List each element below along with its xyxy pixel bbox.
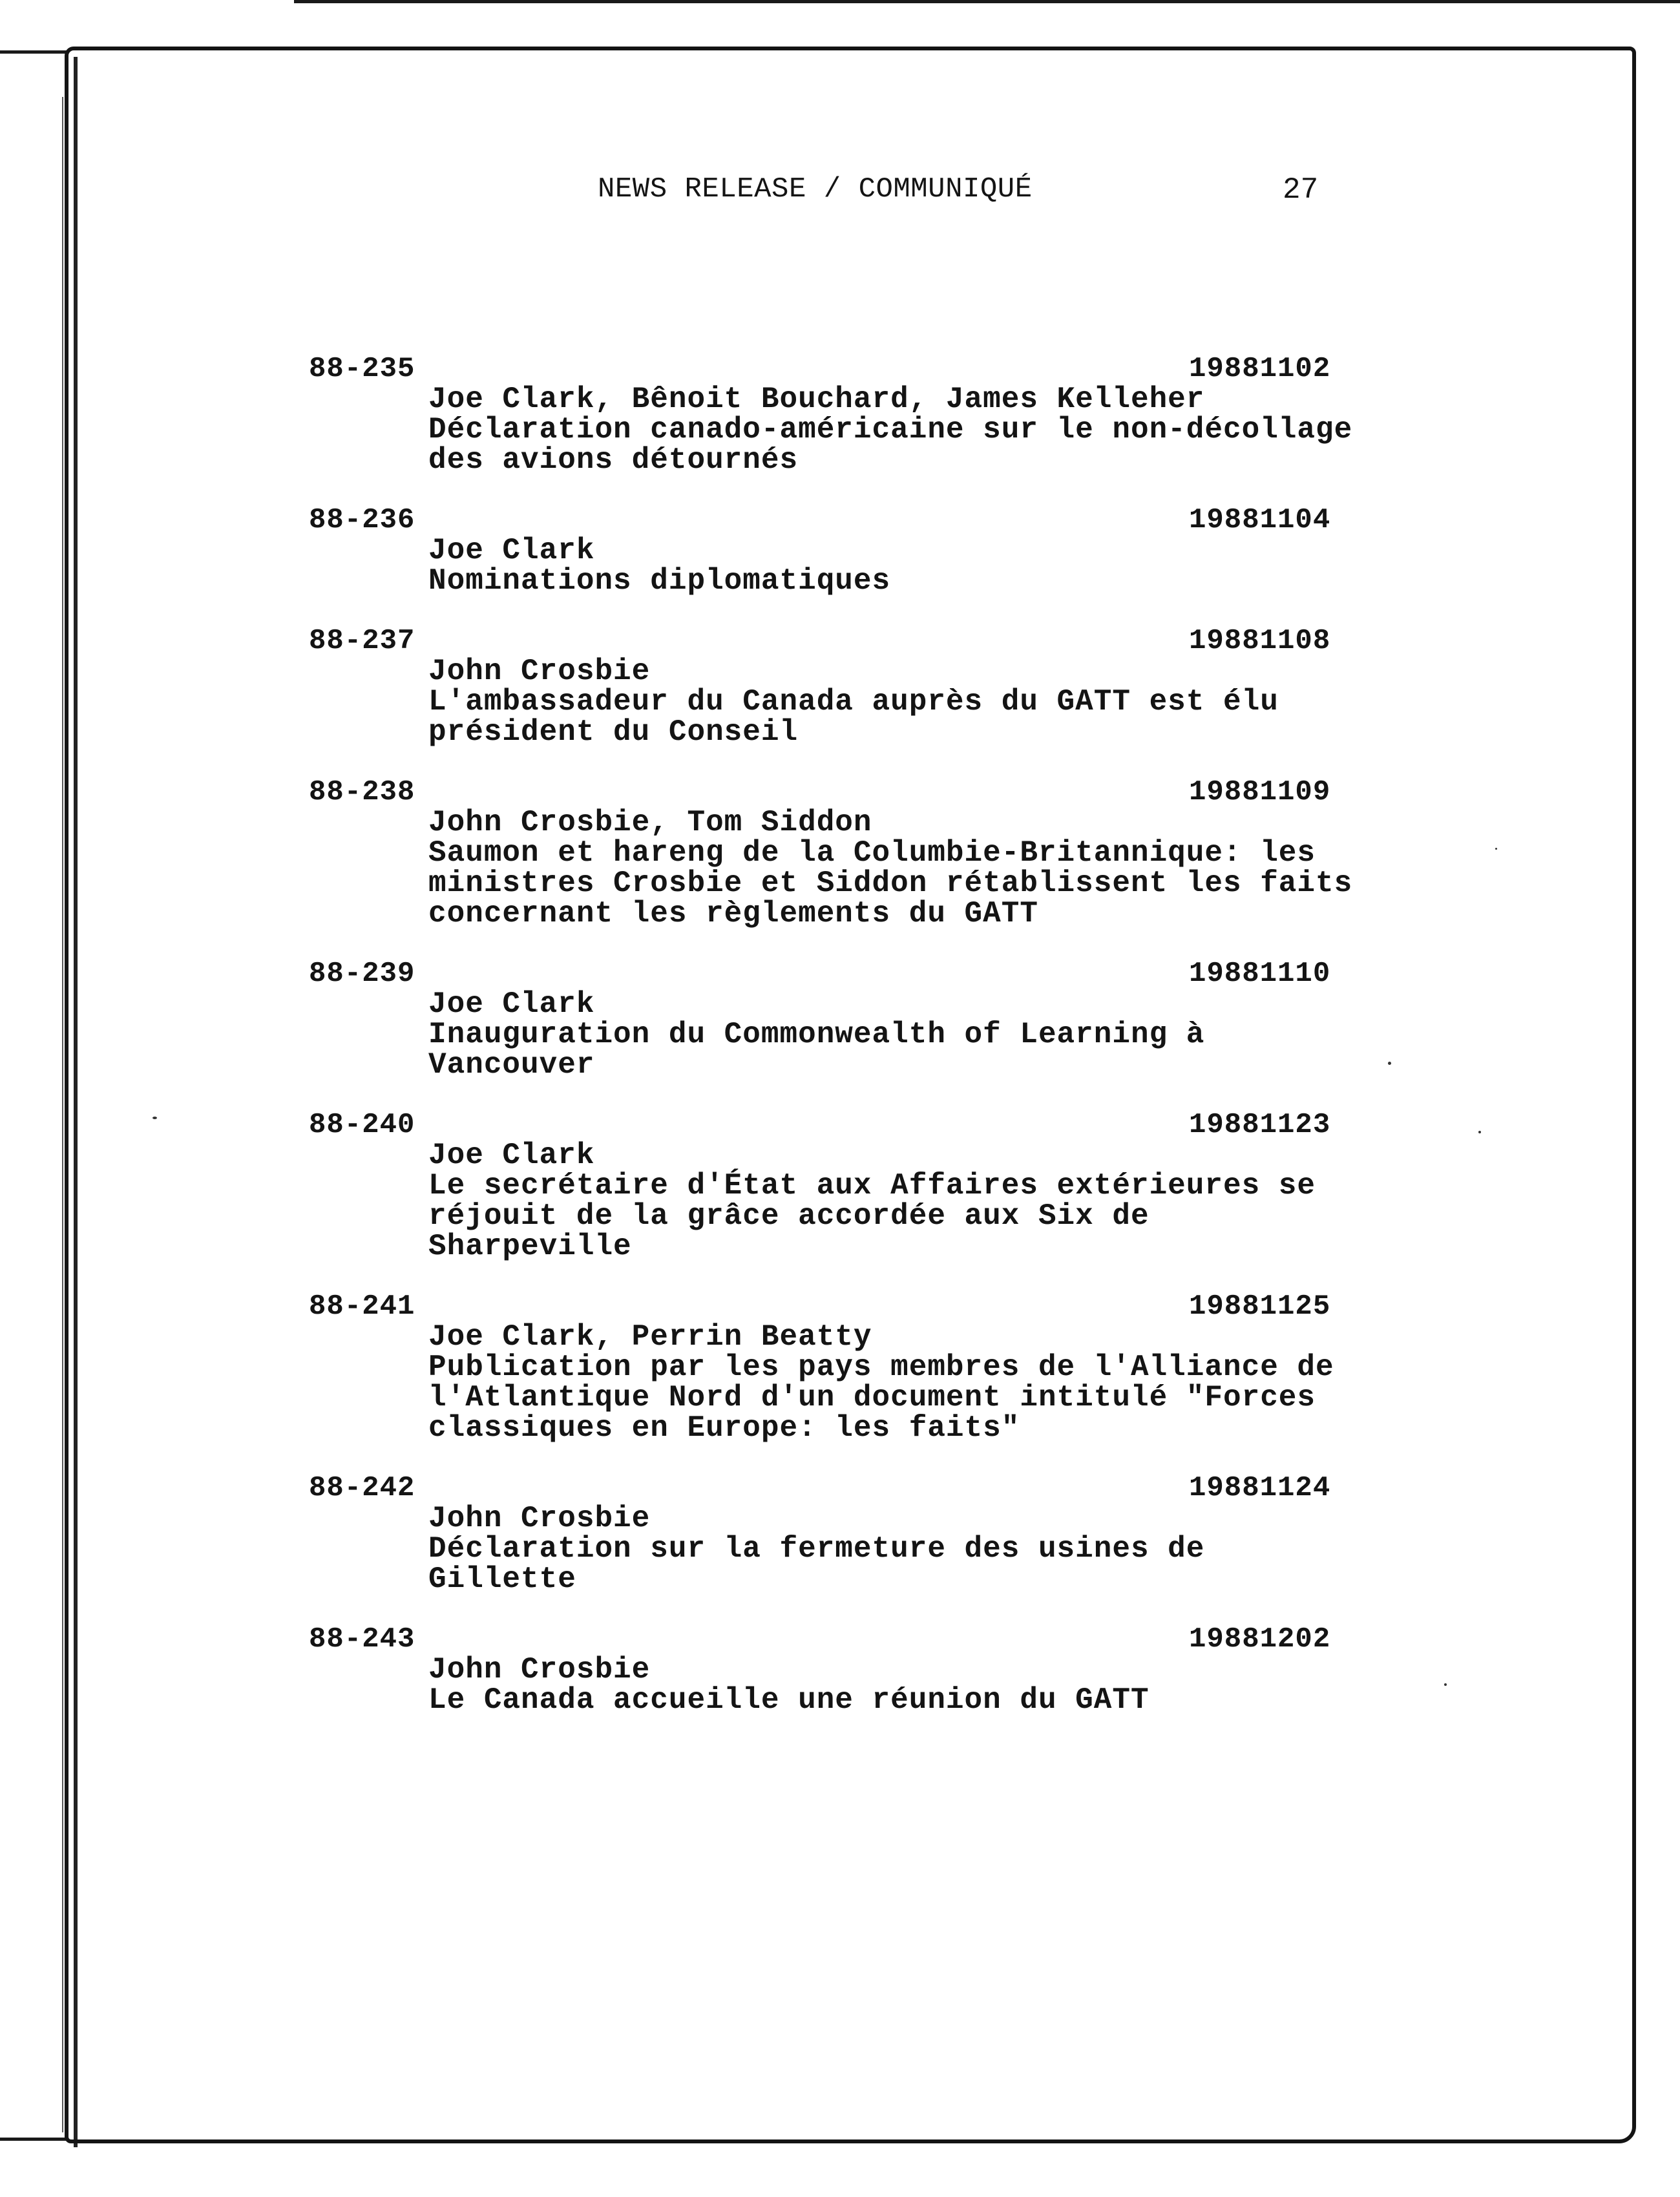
release-title: Inauguration du Commonwealth of Learning à Vancouver (428, 1018, 1205, 1082)
release-entry-header (309, 1110, 1433, 1141)
release-ministers: Joe Clark, Perrin Beatty (428, 1320, 872, 1354)
scan-speck (1478, 1131, 1481, 1133)
release-title: Déclaration canado-américaine sur le non-décollage des avions détournés (428, 413, 1353, 477)
release-entry (309, 626, 1433, 748)
release-number: 88-243 (309, 1623, 415, 1656)
release-ministers: Joe Clark, Bênoit Bouchard, James Kelleher (428, 383, 1205, 416)
release-date: 19881124 (1189, 1472, 1331, 1504)
page-number: 27 (1283, 173, 1319, 207)
release-ministers: John Crosbie, Tom Siddon (428, 806, 872, 839)
release-title: Saumon et hareng de la Columbie-Britannique: les ministres Crosbie et Siddon rétablissent les faits concernant les règlements du GATT (428, 836, 1353, 930)
release-date: 19881110 (1189, 958, 1331, 990)
release-entry (309, 959, 1433, 1080)
release-title: L'ambassadeur du Canada auprès du GATT est élu président du Conseil (428, 685, 1279, 749)
release-number: 88-240 (309, 1109, 415, 1141)
release-date: 19881109 (1189, 776, 1331, 808)
scan-speck (152, 1117, 157, 1119)
release-entry-header (309, 1624, 1433, 1655)
release-date: 19881202 (1189, 1623, 1331, 1656)
release-entry-header (309, 354, 1433, 384)
release-date: 19881125 (1189, 1290, 1331, 1323)
release-list (309, 354, 1433, 1745)
release-number: 88-238 (309, 776, 415, 808)
release-number: 88-242 (309, 1472, 415, 1504)
release-title: Le secrétaire d'État aux Affaires extérieures se réjouit de la grâce accordée aux Six de Sharpeville (428, 1169, 1316, 1263)
release-entry (309, 1292, 1433, 1444)
release-entry (309, 505, 1433, 596)
release-ministers: Joe Clark (428, 534, 595, 567)
release-entry-header (309, 777, 1433, 808)
release-ministers: Joe Clark (428, 1139, 595, 1172)
release-ministers: John Crosbie (428, 655, 651, 688)
release-number: 88-237 (309, 625, 415, 657)
scan-speck (1495, 848, 1497, 850)
release-number: 88-241 (309, 1290, 415, 1323)
release-entry-header (309, 959, 1433, 989)
release-entry (309, 1624, 1433, 1716)
release-ministers: Joe Clark (428, 987, 595, 1021)
release-number: 88-239 (309, 958, 415, 990)
release-entry-header (309, 1292, 1433, 1322)
release-date: 19881104 (1189, 504, 1331, 536)
release-entry-body (428, 1322, 1433, 1444)
release-date: 19881102 (1189, 353, 1331, 385)
top-rule (294, 0, 1680, 3)
release-ministers: John Crosbie (428, 1502, 651, 1535)
release-number: 88-236 (309, 504, 415, 536)
release-entry (309, 1473, 1433, 1595)
page-title: NEWS RELEASE / COMMUNIQUÉ (598, 173, 1033, 205)
release-entry (309, 354, 1433, 476)
release-entry-body (428, 989, 1433, 1080)
release-entry-header (309, 1473, 1433, 1504)
release-entry-body (428, 1655, 1433, 1716)
release-entry-header (309, 626, 1433, 657)
release-entry (309, 1110, 1433, 1262)
release-title: Publication par les pays membres de l'Alliance de l'Atlantique Nord d'un document intitulé "Forces classiques en Europe: les faits" (428, 1351, 1334, 1445)
release-title: Le Canada accueille une réunion du GATT (428, 1683, 1150, 1717)
release-entry (309, 777, 1433, 929)
release-entry-body (428, 657, 1433, 748)
release-entry-body (428, 384, 1433, 476)
release-title: Déclaration sur la fermeture des usines de Gillette (428, 1532, 1205, 1596)
release-date: 19881123 (1189, 1109, 1331, 1141)
release-entry-body (428, 536, 1433, 596)
release-number: 88-235 (309, 353, 415, 385)
binder-edge-top (0, 50, 68, 54)
release-entry-header (309, 505, 1433, 536)
scan-speck (1444, 1683, 1447, 1686)
release-entry-body (428, 1504, 1433, 1595)
release-ministers: John Crosbie (428, 1653, 651, 1687)
binder-spine-line (62, 97, 63, 2132)
binder-edge-bottom (0, 2138, 68, 2141)
release-date: 19881108 (1189, 625, 1331, 657)
release-title: Nominations diplomatiques (428, 564, 891, 598)
release-entry-body (428, 808, 1433, 929)
release-entry-body (428, 1141, 1433, 1262)
